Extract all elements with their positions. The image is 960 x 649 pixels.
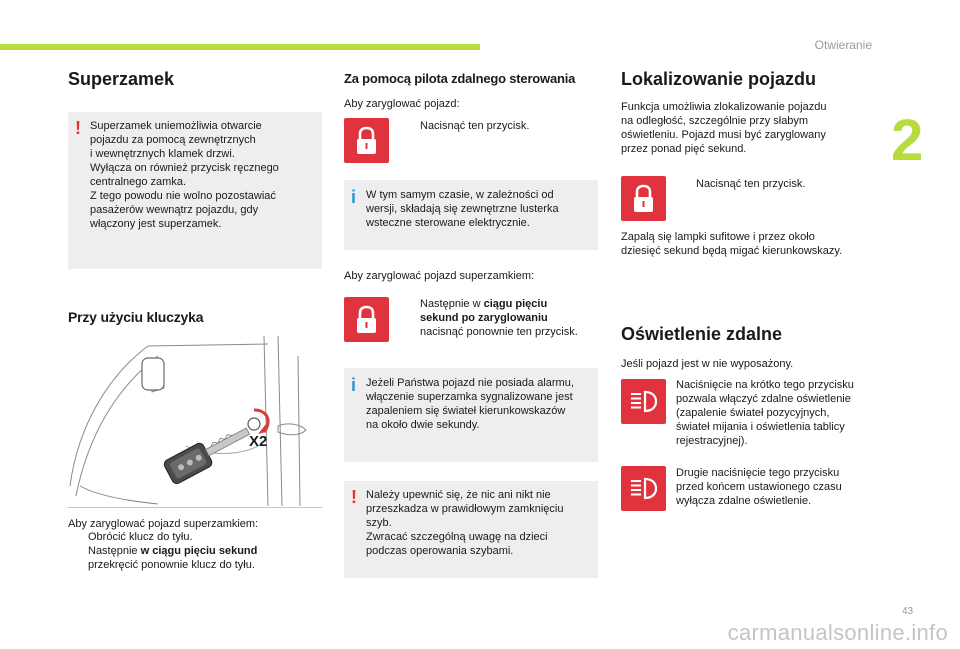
lighting-first-press: Naciśnięcie na krótko tego przycisku pozwala włączyć zdalne oświetlenie (zapalenie świateł pozycyjnych, świateł mijania i oświetlenia tablicy rejestracyjnej). — [676, 379, 854, 447]
section-title: Otwieranie — [814, 38, 872, 52]
info-text: Jeżeli Państwa pojazd nie posiada alarmu, włączenie superzamka sygnalizowane jest zapaleniem się świateł kierunkowskazów na około dwie sekundy. — [366, 377, 574, 431]
info-icon: i — [351, 187, 357, 207]
warning-text: Superzamek uniemożliwia otwarcie pojazdu za pomocą zewnętrznych i wewnętrznych klamek drzwi. Wyłącza on również przycisk ręcznego centralnego zamka. Z tego powodu nie wolno pozostawiać pasażerów wewnątrz pojazdu, gdy włączony jest superzamek. — [90, 120, 279, 230]
windows-warning-note — [344, 481, 598, 578]
remote-lighting-title: Oświetlenie zdalne — [621, 324, 783, 344]
remote-title: Za pomocą pilota zdalnego sterowania — [344, 71, 576, 86]
padlock-button-icon — [621, 176, 666, 221]
warning-icon: ! — [75, 118, 81, 138]
alarm-info-note — [344, 368, 598, 462]
superlock-intro: Aby zaryglować pojazd superzamkiem: — [344, 270, 535, 282]
twice-label: X2 — [249, 433, 268, 450]
locate-result: Zapalą się lampki sufitowe i przez około dziesięć sekund będą migać kierunkowskazy. — [621, 231, 843, 257]
chapter-number: 2 — [891, 108, 924, 173]
watermark: carmanualsonline.info — [727, 620, 948, 645]
locate-description: Funkcja umożliwia zlokalizowanie pojazdu na odległość, szczególnie przy słabym oświetleniu. Pojazd musi być zaryglowany przez ponad pięć sekund. — [621, 101, 827, 155]
equipment-note: Jeśli pojazd jest w nie wyposażony. — [621, 358, 794, 370]
key-steps-intro: Aby zaryglować pojazd superzamkiem: — [68, 518, 259, 530]
headlight-button-icon — [621, 466, 666, 511]
headlight-button-icon — [621, 379, 666, 424]
superlock-title: Superzamek — [68, 69, 175, 89]
lock-intro: Aby zaryglować pojazd: — [344, 98, 460, 110]
warning-text: Należy upewnić się, że nic ani nikt nie przeszkadza w prawidłowym zamknięciu szyb. Zwracać szczególną uwagę na dzieci podczas operowania szybami. — [366, 489, 564, 557]
info-icon: i — [351, 375, 357, 395]
padlock-button-icon — [344, 297, 389, 342]
padlock-button-icon — [344, 118, 389, 163]
locate-title: Lokalizowanie pojazdu — [621, 69, 817, 89]
lock-step: Nacisnąć ten przycisk. — [420, 120, 530, 132]
superlock-step: Następnie w ciągu pięciu sekund po zaryglowaniu nacisnąć ponownie ten przycisk. — [420, 298, 578, 338]
page-number: 43 — [902, 606, 914, 617]
lighting-second-press: Drugie naciśnięcie tego przycisku przed końcem ustawionego czasu wyłącza zdalne oświetlenie. — [676, 467, 842, 507]
accent-bar — [0, 44, 480, 50]
door-key-drawing — [68, 336, 322, 508]
key-step-1: Obrócić klucz do tyłu. — [88, 531, 193, 543]
info-text: W tym samym czasie, w zależności od wersji, składają się zewnętrzne lusterka wsteczne sterowane elektrycznie. — [366, 189, 559, 229]
warning-icon: ! — [351, 487, 357, 507]
mirrors-info-note — [344, 180, 598, 250]
key-illustration — [68, 336, 322, 508]
key-step-2: Następnie w ciągu pięciu sekund przekręcić ponownie klucz do tyłu. — [88, 545, 258, 571]
key-subtitle: Przy użyciu kluczyka — [68, 309, 204, 325]
locate-step: Nacisnąć ten przycisk. — [696, 178, 806, 190]
superlock-warning-note — [68, 112, 322, 269]
